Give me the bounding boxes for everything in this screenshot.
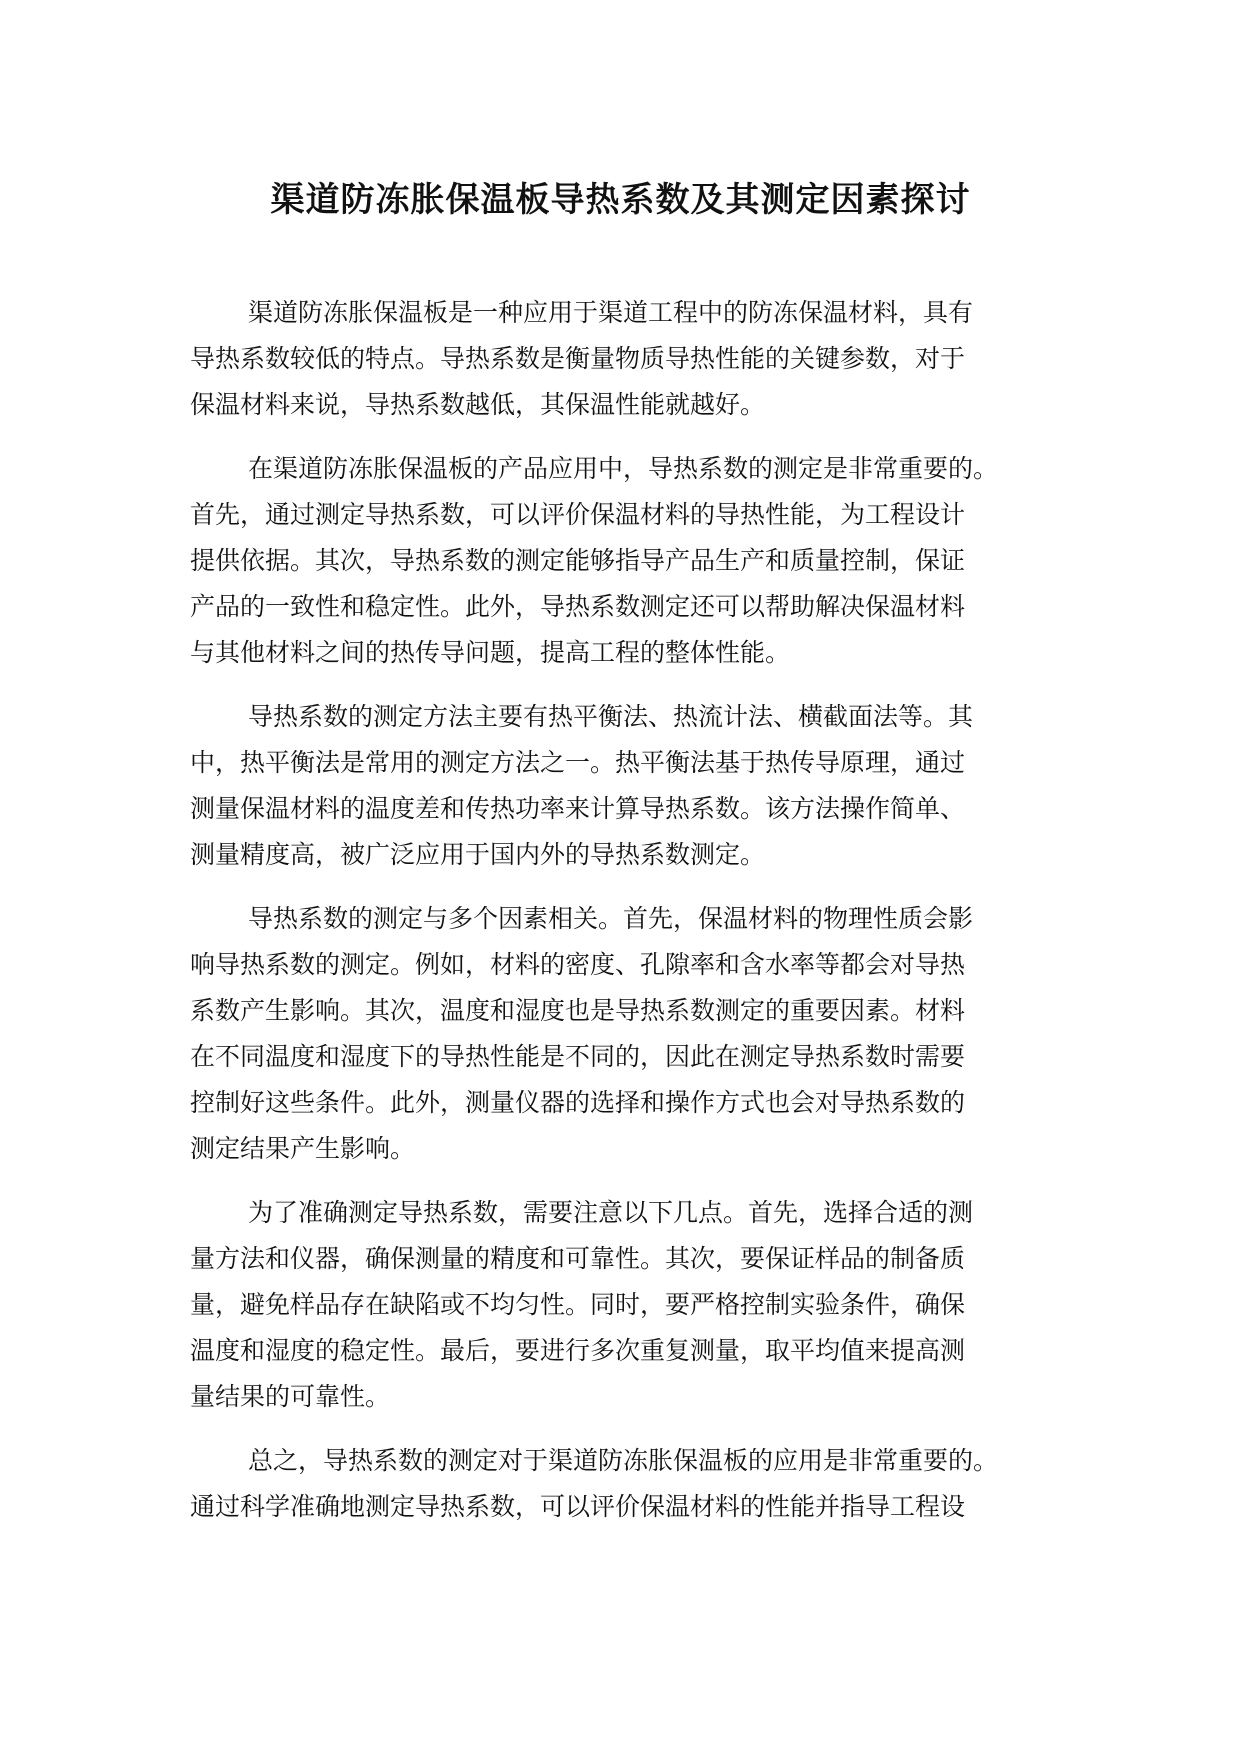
paragraph-line: 总之，导热系数的测定对于渠道防冻胀保温板的应用是非常重要的。 <box>248 1446 999 1475</box>
paragraph-line: 在不同温度和湿度下的导热性能是不同的，因此在测定导热系数时需要 <box>190 1042 966 1071</box>
paragraph-line: 为了准确测定导热系数，需要注意以下几点。首先，选择合适的测 <box>248 1198 974 1227</box>
paragraph-line: 测量精度高，被广泛应用于国内外的导热系数测定。 <box>190 840 766 869</box>
paragraph-line: 首先，通过测定导热系数，可以评价保温材料的导热性能，为工程设计 <box>190 500 966 529</box>
paragraph-line: 通过科学准确地测定导热系数，可以评价保温材料的性能并指导工程设 <box>190 1492 966 1521</box>
paragraph-line: 产品的一致性和稳定性。此外，导热系数测定还可以帮助解决保温材料 <box>190 592 966 621</box>
paragraph-line: 在渠道防冻胀保温板的产品应用中，导热系数的测定是非常重要的。 <box>248 454 999 483</box>
paragraph-line: 量方法和仪器，确保测量的精度和可靠性。其次，要保证样品的制备质 <box>190 1244 966 1273</box>
paragraph-2 <box>190 446 1070 676</box>
paragraph-line: 量，避免样品存在缺陷或不均匀性。同时，要严格控制实验条件，确保 <box>190 1290 966 1319</box>
paragraph-line: 保温材料来说，导热系数越低，其保温性能就越好。 <box>190 390 766 419</box>
paragraph-line: 中，热平衡法是常用的测定方法之一。热平衡法基于热传导原理，通过 <box>190 748 966 777</box>
paragraph-line: 测量保温材料的温度差和传热功率来计算导热系数。该方法操作简单、 <box>190 794 966 823</box>
paragraph-4 <box>190 896 1070 1172</box>
paragraph-line: 与其他材料之间的热传导问题，提高工程的整体性能。 <box>190 638 791 667</box>
paragraph-1 <box>190 290 1070 428</box>
paragraph-line: 导热系数的测定与多个因素相关。首先，保温材料的物理性质会影 <box>248 904 974 933</box>
paragraph-line: 导热系数的测定方法主要有热平衡法、热流计法、横截面法等。其 <box>248 702 974 731</box>
paragraph-line: 提供依据。其次，导热系数的测定能够指导产品生产和质量控制，保证 <box>190 546 966 575</box>
paragraph-6 <box>190 1438 1070 1530</box>
paragraph-line: 测定结果产生影响。 <box>190 1134 416 1163</box>
paragraph-line: 控制好这些条件。此外，测量仪器的选择和操作方式也会对导热系数的 <box>190 1088 966 1117</box>
paragraph-3 <box>190 694 1070 878</box>
paragraph-line: 渠道防冻胀保温板是一种应用于渠道工程中的防冻保温材料，具有 <box>248 298 974 327</box>
document-title: 渠道防冻胀保温板导热系数及其测定因素探讨 <box>270 180 971 220</box>
paragraph-5 <box>190 1190 1070 1420</box>
paragraph-line: 量结果的可靠性。 <box>190 1382 391 1411</box>
paragraph-line: 系数产生影响。其次，温度和湿度也是导热系数测定的重要因素。材料 <box>190 996 966 1025</box>
document-body <box>190 290 1070 1548</box>
paragraph-line: 响导热系数的测定。例如，材料的密度、孔隙率和含水率等都会对导热 <box>190 950 966 979</box>
paragraph-line: 温度和湿度的稳定性。最后，要进行多次重复测量，取平均值来提高测 <box>190 1336 966 1365</box>
paragraph-line: 导热系数较低的特点。导热系数是衡量物质导热性能的关键参数，对于 <box>190 344 966 373</box>
